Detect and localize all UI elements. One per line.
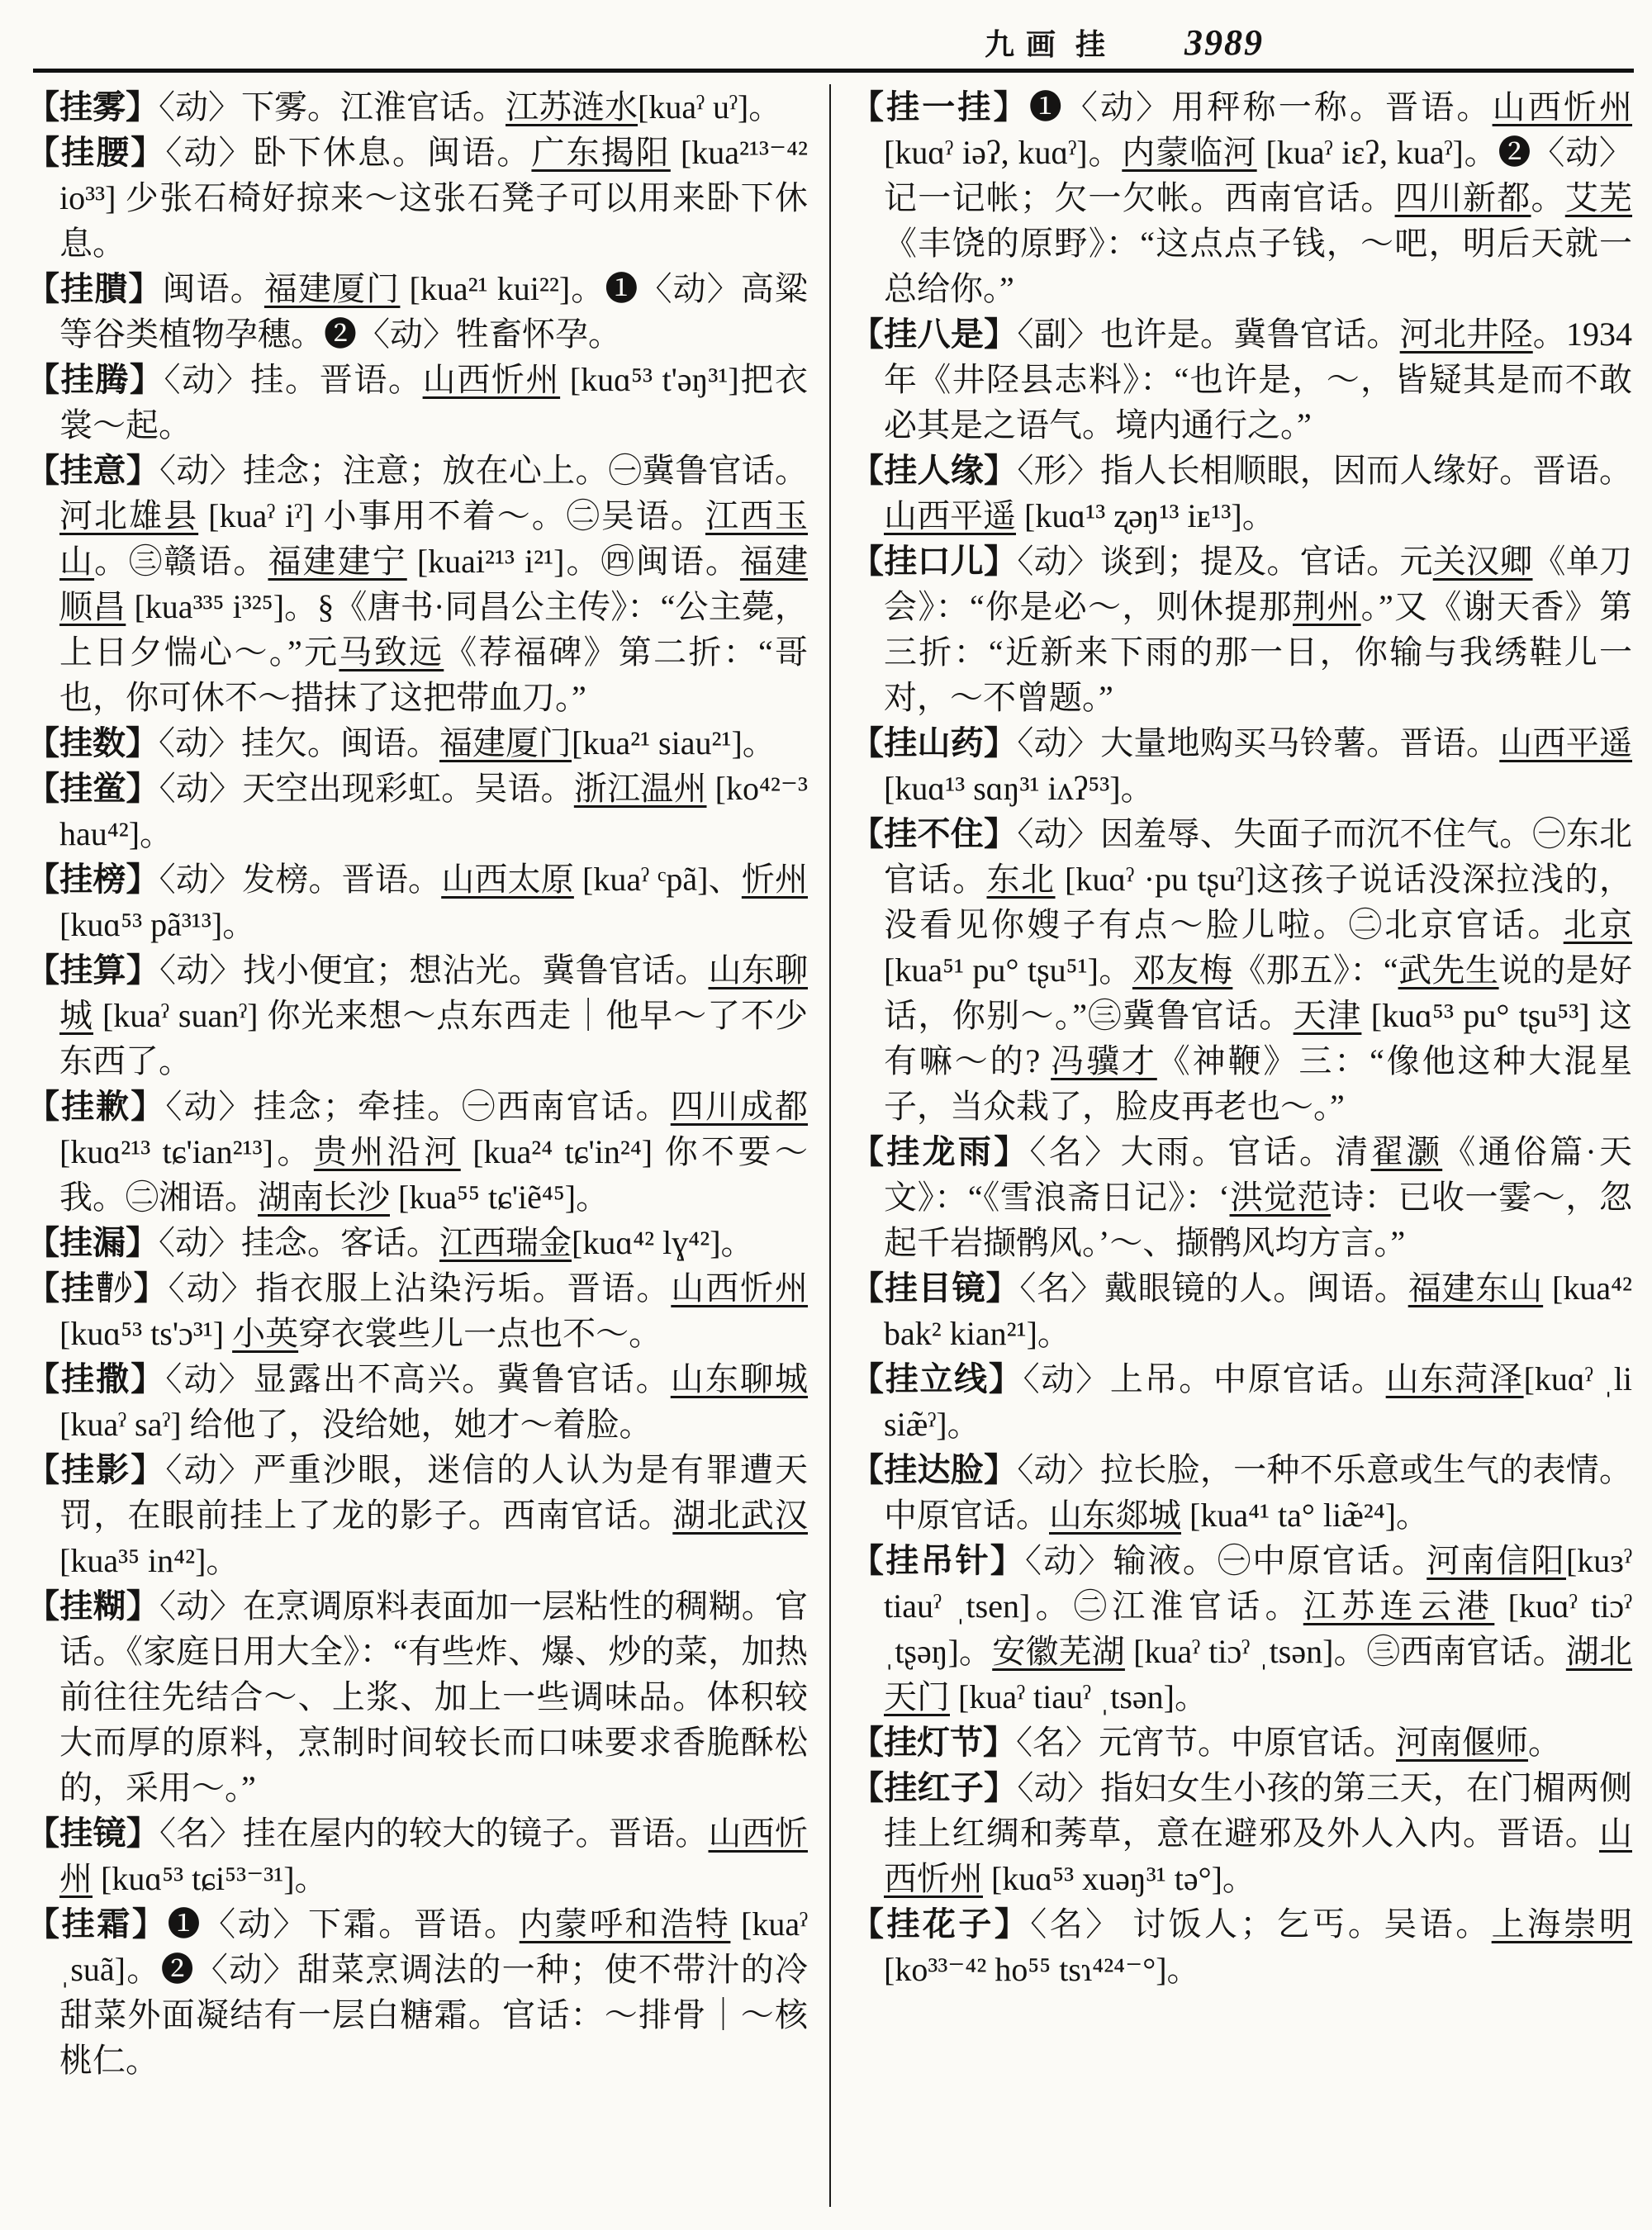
- entry-text: [kuɑ¹³ sɑŋ³¹ iʌʔ⁵³]。: [884, 770, 1154, 807]
- entry-text: 。: [1528, 1724, 1561, 1761]
- entry-headword: 【挂霜】: [26, 1905, 168, 1943]
- entry-text: 〈动〉严重沙眼，迷信的人认为是有罪遭天罚，在眼前挂上了龙的影子。西南官话。: [59, 1451, 809, 1534]
- entry-headword: 【挂立线】: [851, 1360, 1023, 1397]
- entry-挂算: [26, 947, 808, 1084]
- entry-headword: 【挂山药】: [851, 724, 1018, 762]
- entry-text: [kuɑ⁵³ t'əŋ³¹]把衣裳～起。: [59, 361, 808, 444]
- proper-noun-underlined: 上海崇明: [1491, 1905, 1633, 1943]
- proper-noun-underlined: 山西太原: [441, 861, 574, 898]
- entry-text: 〈动〉在烹调原料表面加一层粘性的稠糊。官话。《家庭日用大全》：“有些炸、爆、炒的菜，加热前往往先结合～、上浆、加上一些调味品。体积较大而厚的原料，烹制时间较长而口味要求香脆酥松的，采用～。”: [59, 1587, 809, 1806]
- entry-text: 〈动〉找小便宜；想沾光。冀鲁官话。: [159, 951, 709, 989]
- entry-text: [kuaˀ iɛʔ, kuaˀ]。❷〈动〉记一记帐；欠一欠帐。西南官话。: [884, 134, 1633, 216]
- entry-text: 诗：已收一霎～，忽起千岩撷鹘风。’～、撷鹘风均方言。”: [884, 1179, 1633, 1261]
- entry-text: 〈形〉指人长相顺眼，因而人缘好。晋语。: [1017, 452, 1633, 489]
- entry-text: ❶〈动〉用秤称一称。晋语。: [1028, 88, 1493, 126]
- entry-text: [kuɑ²¹³ tɕ'ian²¹³]。: [59, 1133, 314, 1170]
- entry-挂目镜: [851, 1265, 1632, 1356]
- proper-noun-underlined: 洪觉范: [1229, 1179, 1332, 1216]
- entry-text: 〈动〉上吊。中原官话。: [1023, 1360, 1386, 1397]
- entry-text: ❶〈动〉下霜。晋语。: [167, 1905, 520, 1943]
- proper-noun-underlined: 福建厦门: [439, 724, 572, 762]
- proper-noun-underlined: 山西忻州: [1492, 88, 1633, 126]
- entry-text: [kua⁴¹ ta° liæ̃²⁴]。: [1181, 1497, 1430, 1534]
- entry-text: 闽语。: [162, 270, 264, 307]
- proper-noun-underlined: 天津: [1293, 997, 1362, 1034]
- entry-text: [kuai²¹³ i²¹]。㊃闽语。: [406, 543, 740, 580]
- proper-noun-underlined: 山东郯城: [1049, 1497, 1181, 1534]
- entry-text: [kuɑ⁵³ xuəŋ³¹ tə°]。: [983, 1860, 1256, 1897]
- entry-text: [kuɜˀ tiauˀ ˌtsen]。㊁江淮官话。: [884, 1542, 1633, 1625]
- entry-text: [kua³⁵ in⁴²]。: [59, 1542, 240, 1579]
- entry-text: 〈名〉挂在屋内的较大的镜子。晋语。: [159, 1815, 709, 1852]
- entry-text: [kuaˀ ˌsuã]。❷〈动〉甜菜烹调法的一种；使不带汁的冷甜菜外面凝结有一层白糖霜。官话：～排骨｜～核桃仁。: [59, 1905, 809, 2079]
- entry-headword: 【挂红子】: [851, 1769, 1018, 1806]
- entry-挂一挂: [851, 84, 1632, 311]
- entry-headword: 【挂雾】: [26, 88, 159, 126]
- right-column: [851, 84, 1632, 2207]
- entry-挂歉: [26, 1084, 808, 1220]
- entry-text: 〈动〉拉长脸，一种不乐意或生气的表情。中原官话。: [884, 1451, 1633, 1534]
- entry-headword: 【挂漏】: [26, 1224, 159, 1261]
- entry-headword: 【挂八是】: [851, 316, 1018, 353]
- entry-挂雾: [26, 84, 808, 130]
- entry-text: 〈动〉输液。㊀中原官话。: [1024, 1542, 1427, 1579]
- entry-挂花子: [851, 1901, 1632, 1992]
- entry-挂影: [26, 1447, 808, 1583]
- entry-text: [kuɑ¹³ ʐəŋ¹³ iᴇ¹³]。: [1016, 497, 1275, 534]
- entry-text: 〈副〉也许是。冀鲁官话。: [1017, 316, 1400, 353]
- entry-headword: 【挂腾】: [26, 361, 164, 398]
- entry-headword: 【挂歉】: [26, 1088, 166, 1125]
- entry-headword: 【挂撒】: [26, 1360, 166, 1397]
- entry-headword: 【挂不住】: [851, 815, 1018, 852]
- proper-noun-underlined: 荆州: [1292, 588, 1361, 625]
- entry-挂撒: [26, 1356, 808, 1447]
- entry-text: [kuɑˀ iəʔ, kuɑˀ]。: [884, 134, 1123, 171]
- entry-headword: 【挂糊】: [26, 1587, 160, 1625]
- entry-text: [ko³³⁻⁴² ho⁵⁵ tsɿ⁴²⁴⁻°]。: [884, 1951, 1200, 1988]
- entry-挂人缘: [851, 448, 1632, 539]
- entry-挂腰: [26, 130, 808, 266]
- entry-text: 〈动〉挂。晋语。: [164, 361, 423, 398]
- entry-text: [kuɑ⁵³ tɕi⁵³⁻³¹]。: [93, 1860, 328, 1897]
- entry-text: [kua²⁴ tɕ'in²⁴] 你不要～我。㊁湘语。: [59, 1133, 808, 1216]
- entry-headword: 【挂人缘】: [851, 452, 1018, 489]
- entry-headword: 【挂腰】: [26, 134, 166, 171]
- entry-挂口儿: [851, 539, 1632, 720]
- entry-text: [kuɑˀ ˌli siæ̃ˀ]。: [884, 1360, 1633, 1443]
- entry-挂腾: [26, 357, 808, 448]
- entry-text: 〈动〉挂欠。闽语。: [159, 724, 439, 762]
- entry-挂漏: [26, 1220, 808, 1265]
- entry-text: [kua⁴² bak² kian²¹]。: [884, 1269, 1633, 1352]
- entry-headword: 【挂: [26, 1269, 96, 1307]
- header-radical-character: 挂: [1075, 28, 1105, 61]
- entry-headword: 【挂吊针】: [851, 1542, 1025, 1579]
- entry-text: [kua³³⁵ i³²⁵]。§《唐书·同昌公主传》：“公主薨，上日夕惴心～。”元: [59, 588, 808, 671]
- entry-挂糊: [26, 1583, 808, 1810]
- entry-headword: 【挂花子】: [851, 1905, 1031, 1943]
- entry-text: [kuaˀ saˀ] 给他了，没给她，她才～着脸。: [59, 1406, 653, 1443]
- entry-text: 〈动〉下雾。江淮官话。: [159, 88, 506, 126]
- proper-noun-underlined: 湖南长沙: [258, 1179, 390, 1216]
- proper-noun-underlined: 武先生: [1398, 951, 1499, 989]
- entry-text: 《单刀会》：“你是必～，则休提那: [884, 543, 1633, 625]
- entry-headword: 】: [131, 1269, 169, 1307]
- entry-headword: 【挂龙雨】: [851, 1133, 1030, 1170]
- entry-text: [kuɑ⁵³ pu° tʂu⁵³] 这有嘛～的?: [884, 997, 1632, 1079]
- entry-headword: 【挂达脸】: [851, 1451, 1018, 1488]
- proper-noun-underlined: 山东聊城: [59, 951, 809, 1034]
- entry-挂八是: [851, 311, 1632, 448]
- entry-text: [ko⁴²⁻³ hau⁴²]。: [59, 770, 809, 852]
- entry-挂镜: [26, 1810, 808, 1901]
- proper-noun-underlined: 江西玉山: [59, 497, 809, 580]
- entry-headword: 【挂影】: [26, 1451, 166, 1488]
- entry-text: [kuɑ⁴² lɣ⁴²]。: [572, 1224, 754, 1261]
- proper-noun-underlined: 马致远: [339, 633, 444, 671]
- page-header: [0, 0, 1652, 69]
- proper-noun-underlined: 山东聊城: [670, 1360, 809, 1397]
- proper-noun-underlined: 福建厦门: [263, 270, 401, 307]
- entry-text: 〈名〉 讨饭人；乞丐。吴语。: [1030, 1905, 1492, 1943]
- proper-noun-underlined: 四川新都: [1394, 179, 1531, 216]
- entry-text: [kuɑˀ tiɔˀ ˌtʂəŋ]。: [884, 1587, 1633, 1670]
- entry-headword: 【挂算】: [26, 951, 160, 989]
- proper-noun-underlined: 小英: [232, 1315, 299, 1352]
- proper-noun-underlined: 福建顺昌: [59, 543, 809, 625]
- entry-text: [kuɑ⁵³ ts'ɔ³¹]: [59, 1315, 233, 1352]
- proper-noun-underlined: 河南偃师: [1396, 1724, 1528, 1761]
- entry-挂灯节: [851, 1720, 1632, 1765]
- proper-noun-underlined: 贵州沿河: [313, 1133, 461, 1170]
- entry-挂不住: [851, 811, 1632, 1129]
- proper-noun-underlined: 山西忻州: [59, 1815, 809, 1897]
- entry-text: [kua²¹³⁻⁴² io³³] 少张石椅好掠来～这张石凳子可以用来卧下休息。: [59, 134, 809, 262]
- entry-headword: 【挂膭】: [26, 270, 163, 307]
- entry-挂霜: [26, 1901, 808, 2083]
- proper-noun-underlined: 河南信阳: [1427, 1542, 1566, 1579]
- entry-headword: 【挂意】: [26, 452, 160, 489]
- entry-挂数: [26, 720, 808, 766]
- entry-text: 。1934年《井陉县志料》：“也许是，～，皆疑其是而不敢必其是之语气。境内通行之。”: [884, 316, 1633, 444]
- entry-text: 《那五》：“: [1232, 951, 1398, 989]
- proper-noun-underlined: 艾芜: [1564, 179, 1633, 216]
- entry-挂意: [26, 448, 808, 720]
- proper-noun-underlined: 关汉卿: [1432, 543, 1533, 580]
- proper-noun-underlined: 河北雄县: [59, 497, 199, 534]
- entry-text: 说的是好话，你别～。”㊂冀鲁官话。: [884, 951, 1633, 1034]
- entry-text: 。㊂赣语。: [94, 543, 268, 580]
- entry-text: 〈动〉显露出不高兴。冀鲁官话。: [165, 1360, 671, 1397]
- entry-text: 〈动〉大量地购买马铃薯。晋语。: [1017, 724, 1500, 762]
- entry-text: 〈动〉挂念。客话。: [159, 1224, 439, 1261]
- entry-挂立线: [851, 1356, 1632, 1447]
- entry-挂龙雨: [851, 1129, 1632, 1265]
- entry-headword: 【挂目镜】: [851, 1269, 1020, 1307]
- entry-text: [kuaˀ tiɔˀ ˌtsən]。㊂西南官话。: [1124, 1633, 1566, 1670]
- entry-text: [kuɑ⁵³ pã³¹³]。: [59, 906, 256, 943]
- proper-noun-underlined: 江苏连云港: [1303, 1587, 1495, 1625]
- proper-noun-underlined: 翟灏: [1370, 1133, 1443, 1170]
- entry-text: 《通俗篇·天文》：“《雪浪斋日记》：‘: [884, 1133, 1633, 1216]
- entry-text: 〈动〉谈到；提及。官话。元: [1017, 543, 1433, 580]
- entry-挂达脸: [851, 1447, 1632, 1538]
- entry-headword: 【挂一挂】: [851, 88, 1029, 126]
- proper-noun-underlined: 冯骥才: [1051, 1042, 1157, 1079]
- proper-noun-underlined: 内蒙呼和浩特: [519, 1905, 731, 1943]
- entry-text: [kua⁵⁵ tɕ'iẽ⁴⁵]。: [390, 1179, 610, 1216]
- entry-text: 〈动〉因羞辱、失面子而沉不住气。㊀东北官话。: [884, 815, 1633, 898]
- entry-text: 〈名〉戴眼镜的人。闽语。: [1019, 1269, 1408, 1307]
- entry-text: [kuaˀ uˀ]。: [638, 88, 782, 126]
- entry-headword: 【挂灯节】: [851, 1724, 1016, 1761]
- proper-noun-underlined: 忻州: [741, 861, 809, 898]
- proper-noun-underlined: 江苏涟水: [506, 88, 638, 126]
- entry-挂红子: [851, 1765, 1632, 1901]
- entry-text: [kuɑˀ ·pu tʂuˀ]这孩子说话没深拉浅的，没看见你嫂子有点～脸儿啦。㊁北京官话。: [884, 861, 1633, 943]
- entry-text: 〈动〉天空出现彩虹。吴语。: [159, 770, 574, 807]
- entry-text: [kua⁵¹ pu° tʂu⁵¹]。: [884, 951, 1132, 989]
- proper-noun-underlined: 福建东山: [1408, 1269, 1544, 1307]
- entry-headword: 【挂口儿】: [851, 543, 1018, 580]
- proper-noun-underlined: 福建建宁: [268, 543, 407, 580]
- entry-text: [kua²¹ kui²²]。❶〈动〉高粱等谷类植物孕穗。❷〈动〉牲畜怀孕。: [59, 270, 809, 353]
- proper-noun-underlined: 山东菏泽: [1385, 1360, 1524, 1397]
- proper-noun-underlined: 安徽芜湖: [992, 1633, 1125, 1670]
- entry-text: 《丰饶的原野》：“这点点子钱，～吧，明后天就一总给你。”: [884, 225, 1632, 307]
- entry-text: 。: [1531, 179, 1565, 216]
- proper-noun-underlined: 湖北天门: [884, 1633, 1633, 1715]
- entry-挂鲎: [26, 766, 808, 856]
- entry-text: 〈动〉挂念；注意；放在心上。㊀冀鲁官话。: [159, 452, 809, 489]
- entry-headword: 【挂榜】: [26, 861, 159, 898]
- page-number: 3989: [1184, 22, 1264, 63]
- proper-noun-underlined: 江西瑞金: [439, 1224, 572, 1261]
- entry-挂山药: [851, 720, 1632, 811]
- column-divider-line: [829, 84, 831, 2207]
- entry-text: 《神鞭》三：“像他这种大混星子，当众栽了，脸皮再老也～。”: [884, 1042, 1632, 1125]
- left-column: [26, 84, 808, 2207]
- dictionary-columns: [0, 73, 1652, 2207]
- proper-noun-underlined: 广东揭阳: [531, 134, 671, 171]
- entry-headword: 【挂鲎】: [26, 770, 159, 807]
- entry-挂曹少: [26, 1265, 808, 1356]
- proper-noun-underlined: 山西平遥: [884, 497, 1016, 534]
- entry-挂榜: [26, 856, 808, 947]
- proper-noun-underlined: 内蒙临河: [1122, 134, 1257, 171]
- entry-headword: 曹少: [95, 1269, 132, 1307]
- entry-headword: 【挂镜】: [26, 1815, 160, 1852]
- entry-text: 〈名〉元宵节。中原官话。: [1016, 1724, 1396, 1761]
- proper-noun-underlined: 浙江温州: [573, 770, 707, 807]
- entry-text: [kuaˀ iˀ] 小事用不着～。㊁吴语。: [198, 497, 705, 534]
- entry-text: [kua²¹ siau²¹]。: [572, 724, 776, 762]
- proper-noun-underlined: 四川成都: [670, 1088, 809, 1125]
- entry-text: [kuaˀ tiauˀ ˌtsən]。: [950, 1678, 1208, 1715]
- entry-挂吊针: [851, 1538, 1632, 1720]
- proper-noun-underlined: 山西忻州: [884, 1815, 1632, 1897]
- proper-noun-underlined: 山西平遥: [1499, 724, 1633, 762]
- entry-text: 〈动〉发榜。晋语。: [159, 861, 442, 898]
- entry-text: 穿衣裳些儿一点也不～。: [298, 1315, 662, 1352]
- proper-noun-underlined: 湖北武汉: [672, 1497, 809, 1534]
- proper-noun-underlined: 山西忻州: [422, 361, 561, 398]
- entry-挂膭: [26, 266, 808, 357]
- entry-text: 〈名〉大雨。官话。清: [1029, 1133, 1371, 1170]
- entry-text: 。”又《谢天香》第三折：“近新来下雨的那一日，你输与我绣鞋儿一对，～不曾题。”: [884, 588, 1632, 716]
- entry-text: [kuaˀ suanˀ] 你光来想～点东西走｜他早～了不少东西了。: [59, 997, 809, 1079]
- proper-noun-underlined: 东北: [986, 861, 1056, 898]
- proper-noun-underlined: 北京: [1563, 906, 1633, 943]
- proper-noun-underlined: 邓友梅: [1132, 951, 1233, 989]
- entry-text: [kuaˀ ᶜpã]、: [573, 861, 742, 898]
- entry-text: 《荐福碑》第二折：“哥也，你可休不～措抹了这把带血刀。”: [59, 633, 808, 716]
- entry-text: 〈动〉指妇女生小孩的第三天，在门楣两侧挂上红绸和莠草，意在避邪及外人入内。晋语。: [884, 1769, 1633, 1852]
- entry-text: 〈动〉挂念；牵挂。㊀西南官话。: [165, 1088, 671, 1125]
- entry-text: 〈动〉卧下休息。闽语。: [165, 134, 532, 171]
- entry-text: 〈动〉指衣服上沾染污垢。晋语。: [168, 1269, 672, 1307]
- header-section-label: 九画: [984, 28, 1067, 61]
- proper-noun-underlined: 山西忻州: [671, 1269, 809, 1307]
- entry-headword: 【挂数】: [26, 724, 159, 762]
- proper-noun-underlined: 河北井陉: [1399, 316, 1533, 353]
